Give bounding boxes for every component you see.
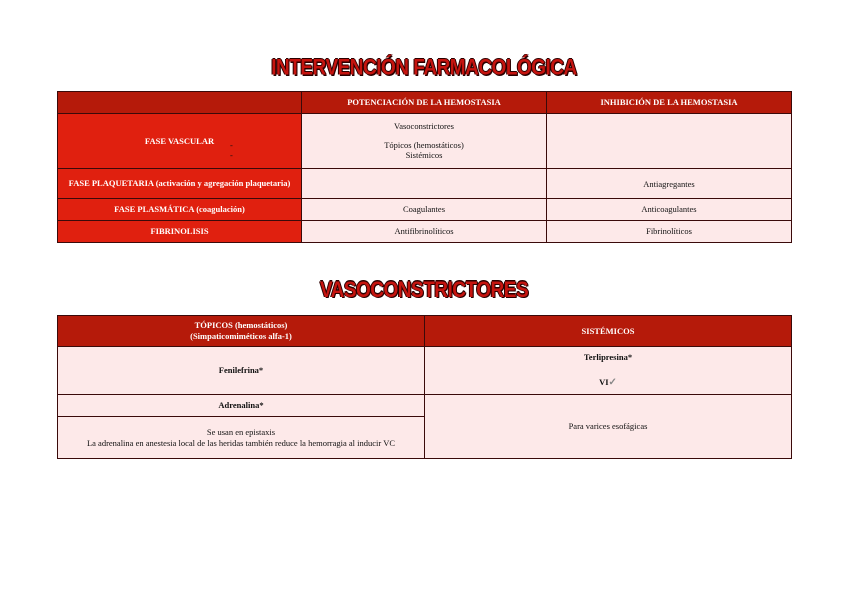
row-label-fibrinolisis: FIBRINOLISIS	[58, 221, 302, 243]
vasoconstrictores-list	[306, 140, 542, 161]
table1-header-empty	[58, 92, 302, 114]
row-label-fase-vascular: FASE VASCULAR	[58, 114, 302, 169]
adrenalina-use-anestesia: La adrenalina en anestesia local de las heridas también reduce la hemorragia al inducir VC	[86, 437, 396, 448]
cell-vascular-potenciacion	[302, 114, 547, 169]
table2-header-sistemicos: SISTÉMICOS	[425, 316, 792, 347]
vi-label: VI✓	[599, 376, 617, 388]
cell-plasmatica-inhibicion: Anticoagulantes	[547, 199, 792, 221]
cell-plasmatica-potenciacion: Coagulantes	[302, 199, 547, 221]
cell-terlipresina	[425, 347, 792, 395]
check-icon: ✓	[608, 376, 617, 388]
cell-varices: Para varices esofágicas	[425, 395, 792, 459]
cell-fenilefrina: Fenilefrina*	[58, 347, 425, 395]
table-vasoconstrictores	[57, 315, 792, 459]
row-label-fase-plaquetaria: FASE PLAQUETARIA (activación y agregación plaquetaria)	[58, 169, 302, 199]
table-intervencion-farmacologica	[57, 91, 792, 243]
list-item-topicos: - Tópicos (hemostáticos)	[306, 140, 542, 151]
list-item-sistemicos: - Sistémicos	[306, 150, 542, 161]
row-label-fase-plasmatica: FASE PLASMÁTICA (coagulación)	[58, 199, 302, 221]
cell-plaquetaria-potenciacion	[302, 169, 547, 199]
header-topicos-line2: (Simpaticomiméticos alfa-1)	[190, 331, 292, 341]
cell-fibrinolisis-potenciacion: Antifibrinolíticos	[302, 221, 547, 243]
table1-header-potenciacion: POTENCIACIÓN DE LA HEMOSTASIA	[302, 92, 547, 114]
cell-adrenalina: Adrenalina*	[58, 395, 425, 417]
cell-vascular-inhibicion	[547, 114, 792, 169]
header-topicos-line1: TÓPICOS (hemostáticos)	[194, 320, 288, 331]
table2-header-topicos	[58, 316, 425, 347]
vasoconstrictores-label: Vasoconstrictores	[394, 121, 454, 132]
cell-adrenalina-uses	[58, 417, 425, 459]
table1-header-inhibicion: INHIBICIÓN DE LA HEMOSTASIA	[547, 92, 792, 114]
terlipresina-label: Terlipresina*	[583, 351, 633, 362]
cell-fibrinolisis-inhibicion: Fibrinolíticos	[547, 221, 792, 243]
adrenalina-use-epistaxis: Se usan en epistaxis	[206, 426, 276, 437]
title-vasoconstrictores: VASOCONSTRICTORES	[319, 278, 529, 303]
cell-plaquetaria-inhibicion: Antiagregantes	[547, 169, 792, 199]
title-intervencion-farmacologica: INTERVENCIÓN FARMACOLÓGICA	[271, 56, 577, 81]
